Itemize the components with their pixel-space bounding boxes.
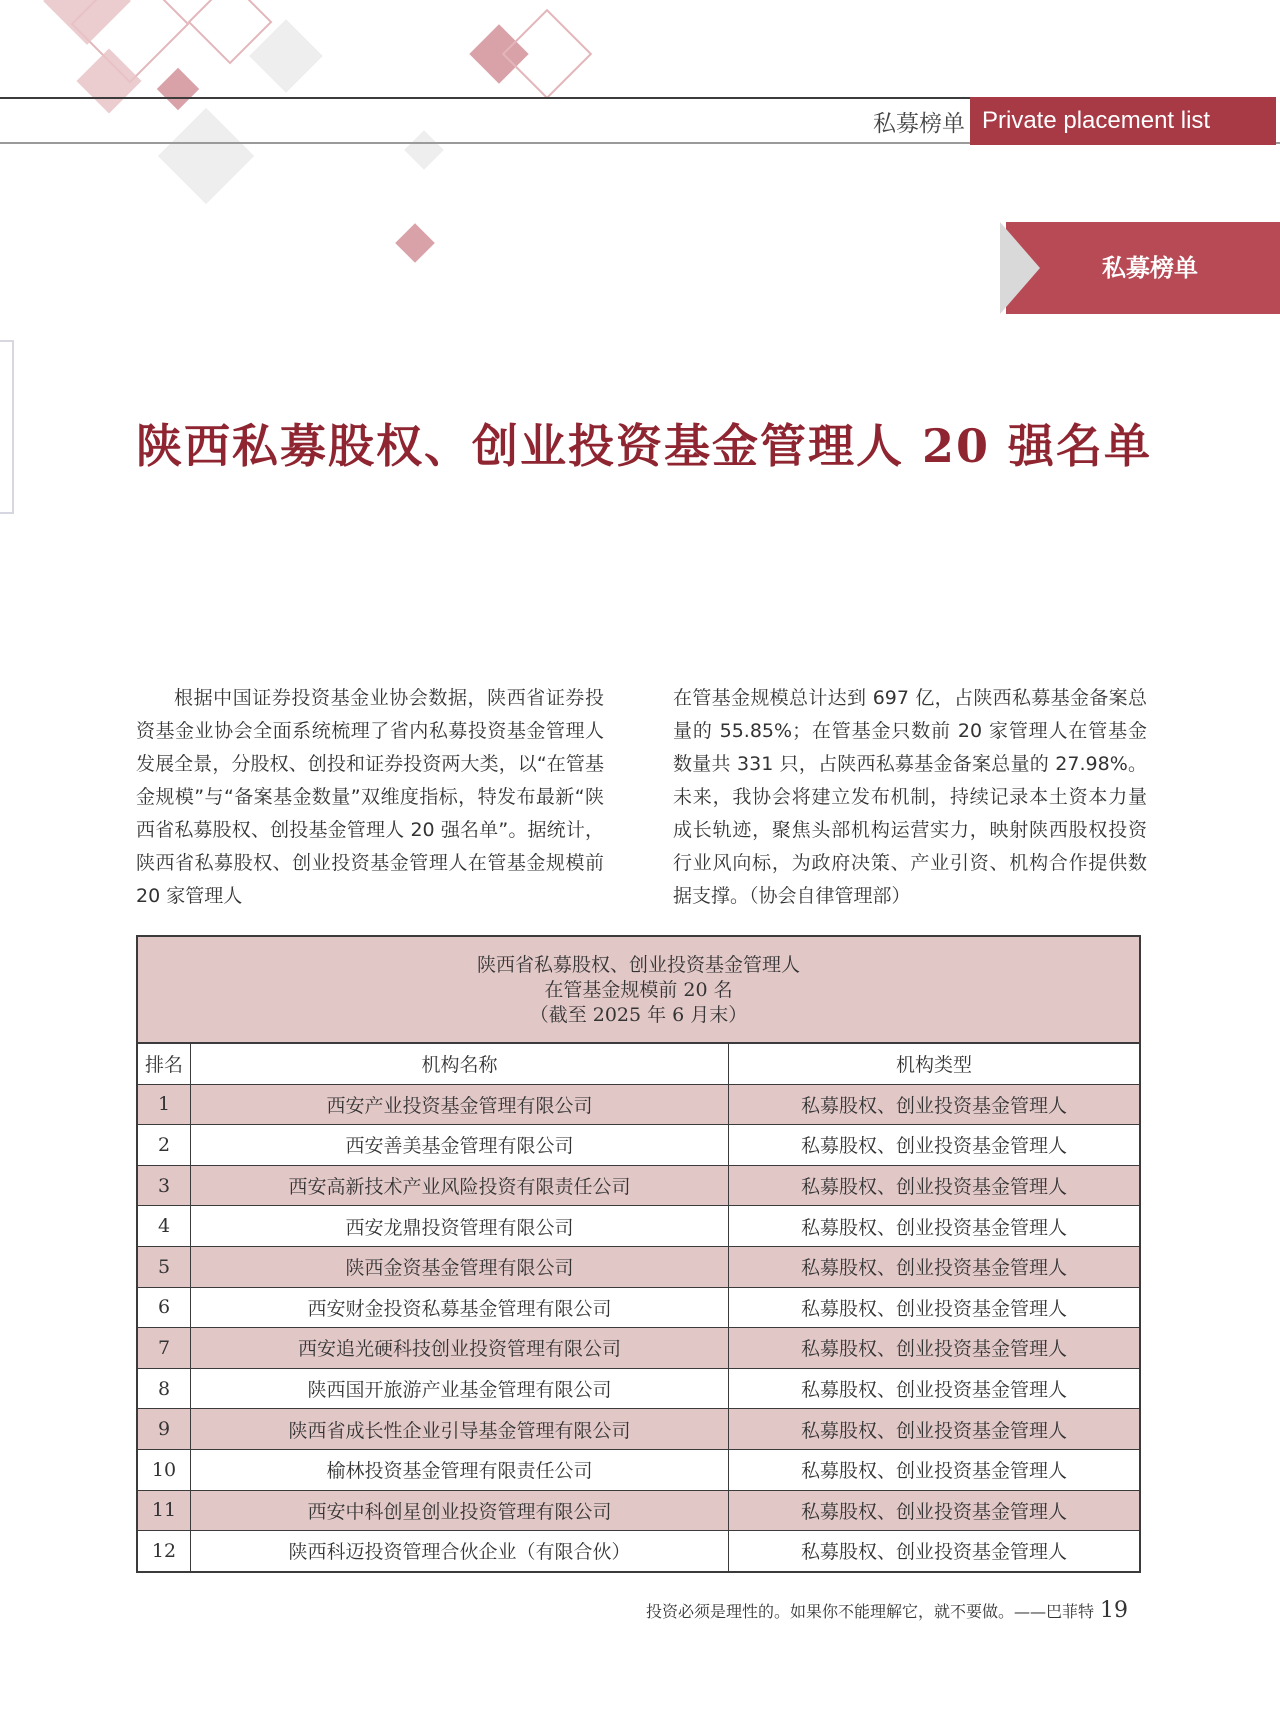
banner-chevron-icon bbox=[1000, 222, 1040, 314]
rank-cell: 2 bbox=[138, 1125, 191, 1166]
table-row bbox=[138, 1531, 1139, 1571]
institution-name-cell: 陕西国开旅游产业基金管理有限公司 bbox=[191, 1368, 729, 1409]
institution-name-cell: 西安中科创星创业投资管理有限公司 bbox=[191, 1490, 729, 1531]
institution-name-cell: 陕西金资基金管理有限公司 bbox=[191, 1246, 729, 1287]
decor-diamond bbox=[157, 68, 199, 110]
rank-cell: 9 bbox=[138, 1409, 191, 1450]
institution-type-cell: 私募股权、创业投资基金管理人 bbox=[729, 1409, 1140, 1450]
column-header-name: 机构名称 bbox=[191, 1044, 729, 1084]
ranking-table bbox=[136, 935, 1141, 1573]
institution-type-cell: 私募股权、创业投资基金管理人 bbox=[729, 1125, 1140, 1166]
table-row bbox=[138, 1206, 1139, 1247]
header-rule bbox=[0, 97, 980, 99]
rank-cell: 3 bbox=[138, 1165, 191, 1206]
institution-name-cell: 西安高新技术产业风险投资有限责任公司 bbox=[191, 1165, 729, 1206]
institution-type-cell: 私募股权、创业投资基金管理人 bbox=[729, 1246, 1140, 1287]
institution-type-cell: 私募股权、创业投资基金管理人 bbox=[729, 1368, 1140, 1409]
institution-name-cell: 西安龙鼎投资管理有限公司 bbox=[191, 1206, 729, 1247]
table-row bbox=[138, 1165, 1139, 1206]
institution-name-cell: 榆林投资基金管理有限责任公司 bbox=[191, 1449, 729, 1490]
institution-name-cell: 陕西省成长性企业引导基金管理有限公司 bbox=[191, 1409, 729, 1450]
decor-diamond bbox=[158, 108, 254, 204]
institution-type-cell: 私募股权、创业投资基金管理人 bbox=[729, 1287, 1140, 1328]
institution-type-cell: 私募股权、创业投资基金管理人 bbox=[729, 1206, 1140, 1247]
decor-diamond bbox=[502, 9, 593, 100]
table-caption bbox=[138, 937, 1139, 1044]
article-column-right: 在管基金规模总计达到 697 亿，占陕西私募基金备案总量的 55.85%；在管基金只数前 20 家管理人在管基金数量共 331 只，占陕西私募基金备案总量的 27.98%。未来，我协会将建立发布机制，持续记录本土资本力量成长轨迹，聚焦头部机构运营实力，映射陕西股权投资行业风向标，为政府决策、产业引资、机构合作提供数据支撑。（协会自律管理部） bbox=[673, 687, 1147, 907]
table-caption-line3: （截至 2025 年 6 月末） bbox=[529, 1004, 748, 1026]
section-label-cn: 私募榜单 bbox=[873, 111, 965, 137]
ranking-grid bbox=[138, 1044, 1139, 1571]
section-label-en: Private placement list bbox=[970, 97, 1276, 145]
footer-quote: 投资必须是理性的。如果你不能理解它，就不要做。——巴菲特 bbox=[645, 1602, 1094, 1621]
table-row bbox=[138, 1084, 1139, 1125]
table-row bbox=[138, 1368, 1139, 1409]
column-header-type: 机构类型 bbox=[729, 1044, 1140, 1084]
table-row bbox=[138, 1490, 1139, 1531]
rank-cell: 6 bbox=[138, 1287, 191, 1328]
institution-type-cell: 私募股权、创业投资基金管理人 bbox=[729, 1328, 1140, 1369]
decor-diamond bbox=[395, 223, 435, 263]
institution-name-cell: 西安善美基金管理有限公司 bbox=[191, 1125, 729, 1166]
table-row bbox=[138, 1125, 1139, 1166]
institution-type-cell: 私募股权、创业投资基金管理人 bbox=[729, 1084, 1140, 1125]
institution-type-cell: 私募股权、创业投资基金管理人 bbox=[729, 1449, 1140, 1490]
rank-cell: 11 bbox=[138, 1490, 191, 1531]
table-row bbox=[138, 1328, 1139, 1369]
table-row bbox=[138, 1246, 1139, 1287]
decor-diamond bbox=[404, 130, 444, 170]
article-title: 陕西私募股权、创业投资基金管理人 20 强名单 bbox=[136, 419, 1153, 473]
institution-name-cell: 陕西科迈投资管理合伙企业（有限合伙） bbox=[191, 1531, 729, 1571]
rank-cell: 10 bbox=[138, 1449, 191, 1490]
table-row bbox=[138, 1409, 1139, 1450]
article-column-left: 根据中国证券投资基金业协会数据，陕西省证券投资基金业协会全面系统梳理了省内私募投资基金管理人发展全景，分股权、创投和证券投资两大类，以“在管基金规模”与“备案基金数量”双维度指标，特发布最新“陕西省私募股权、创投基金管理人 20 强名单”。据统计，陕西省私募股权、创业投资基金管理人在管基金规模前 20 家管理人 bbox=[136, 687, 604, 907]
institution-name-cell: 西安财金投资私募基金管理有限公司 bbox=[191, 1287, 729, 1328]
table-caption-line2: 在管基金规模前 20 名 bbox=[544, 979, 733, 1001]
institution-type-cell: 私募股权、创业投资基金管理人 bbox=[729, 1165, 1140, 1206]
table-caption-line1: 陕西省私募股权、创业投资基金管理人 bbox=[476, 954, 800, 976]
rank-cell: 4 bbox=[138, 1206, 191, 1247]
rank-cell: 8 bbox=[138, 1368, 191, 1409]
institution-type-cell: 私募股权、创业投资基金管理人 bbox=[729, 1490, 1140, 1531]
rank-cell: 12 bbox=[138, 1531, 191, 1571]
institution-name-cell: 西安追光硬科技创业投资管理有限公司 bbox=[191, 1328, 729, 1369]
page-number: 19 bbox=[1100, 1598, 1128, 1623]
column-header-rank: 排名 bbox=[138, 1044, 191, 1084]
rank-cell: 1 bbox=[138, 1084, 191, 1125]
page-footer bbox=[628, 1598, 1128, 1623]
institution-name-cell: 西安产业投资基金管理有限公司 bbox=[191, 1084, 729, 1125]
table-header-row bbox=[138, 1044, 1139, 1084]
rank-cell: 7 bbox=[138, 1328, 191, 1369]
table-row bbox=[138, 1449, 1139, 1490]
rank-cell: 5 bbox=[138, 1246, 191, 1287]
table-row bbox=[138, 1287, 1139, 1328]
section-banner-label: 私募榜单 bbox=[1102, 253, 1198, 282]
institution-type-cell: 私募股权、创业投资基金管理人 bbox=[729, 1531, 1140, 1571]
side-decoration bbox=[0, 340, 14, 514]
